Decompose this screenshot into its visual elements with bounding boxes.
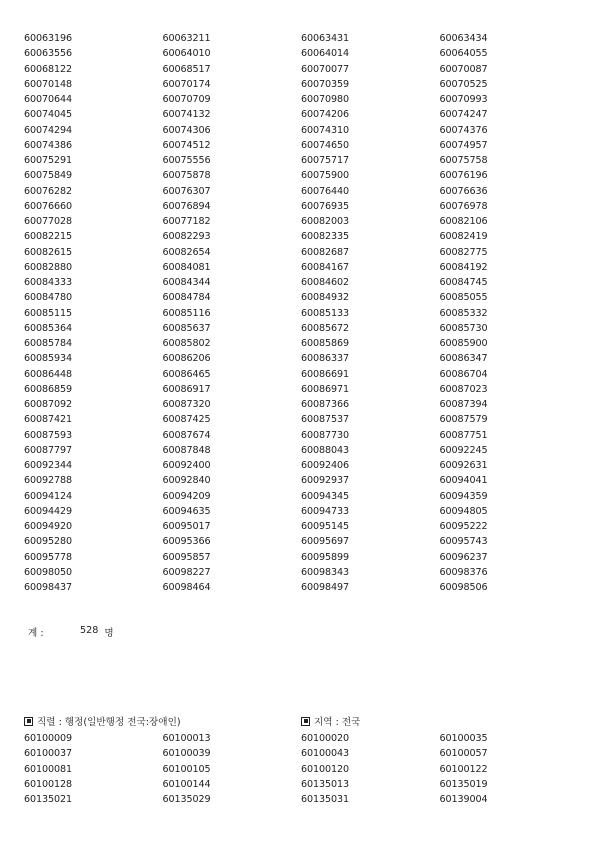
candidate-number: 60074957 bbox=[439, 139, 488, 151]
number-row bbox=[24, 275, 578, 290]
candidate-number: 60100081 bbox=[24, 763, 73, 775]
candidate-number: 60063431 bbox=[301, 33, 350, 45]
candidate-number: 60087730 bbox=[301, 429, 350, 441]
total-count: 528 bbox=[80, 625, 99, 636]
candidate-number: 60085637 bbox=[162, 322, 211, 334]
candidate-number: 60085332 bbox=[439, 307, 488, 319]
candidate-number: 60087579 bbox=[439, 414, 488, 426]
candidate-number: 60084745 bbox=[439, 277, 488, 289]
candidate-number: 60075900 bbox=[301, 170, 350, 182]
candidate-number: 60070174 bbox=[162, 78, 211, 90]
number-row bbox=[24, 382, 578, 397]
candidate-number: 60086704 bbox=[439, 368, 488, 380]
candidate-number: 60088043 bbox=[301, 444, 350, 456]
candidate-number: 60085784 bbox=[24, 338, 73, 350]
candidate-number: 60086971 bbox=[301, 383, 350, 395]
candidate-number: 60082615 bbox=[24, 246, 73, 258]
number-row bbox=[24, 792, 578, 807]
category-heading bbox=[24, 714, 301, 728]
candidate-number: 60098343 bbox=[301, 566, 350, 578]
candidate-number: 60094345 bbox=[301, 490, 350, 502]
number-row bbox=[24, 458, 578, 473]
number-row bbox=[24, 504, 578, 519]
candidate-number: 60100035 bbox=[439, 733, 488, 745]
candidate-number: 60098497 bbox=[301, 582, 350, 594]
candidate-number: 60100039 bbox=[162, 748, 211, 760]
candidate-number: 60087366 bbox=[301, 399, 350, 411]
candidate-number: 60074386 bbox=[24, 139, 73, 151]
candidate-number: 60076307 bbox=[162, 185, 211, 197]
number-row bbox=[24, 443, 578, 458]
number-row bbox=[24, 534, 578, 549]
candidate-number: 60085116 bbox=[162, 307, 211, 319]
region-label: 지역 : 전국 bbox=[314, 717, 361, 728]
candidate-number: 60135013 bbox=[301, 778, 350, 790]
candidate-number: 60084333 bbox=[24, 277, 73, 289]
candidate-number: 60084192 bbox=[439, 261, 488, 273]
number-row bbox=[24, 107, 578, 122]
candidate-number: 60064055 bbox=[439, 48, 488, 60]
candidate-number: 60087848 bbox=[162, 444, 211, 456]
number-row bbox=[24, 31, 578, 46]
candidate-number: 60074206 bbox=[301, 109, 350, 121]
candidate-number: 60087394 bbox=[439, 399, 488, 411]
number-row bbox=[24, 489, 578, 504]
number-grid bbox=[24, 31, 578, 595]
candidate-number: 60076978 bbox=[439, 200, 488, 212]
candidate-number: 60074132 bbox=[162, 109, 211, 121]
candidate-number: 60092406 bbox=[301, 460, 350, 472]
candidate-number: 60085900 bbox=[439, 338, 488, 350]
candidate-number: 60075849 bbox=[24, 170, 73, 182]
candidate-number: 60100043 bbox=[301, 748, 350, 760]
candidate-number: 60094920 bbox=[24, 521, 73, 533]
number-row bbox=[24, 214, 578, 229]
candidate-number: 60068517 bbox=[162, 63, 211, 75]
candidate-number: 60086206 bbox=[162, 353, 211, 365]
candidate-number: 60084344 bbox=[162, 277, 211, 289]
candidate-number: 60098464 bbox=[162, 582, 211, 594]
number-row bbox=[24, 412, 578, 427]
number-row bbox=[24, 168, 578, 183]
candidate-number: 60092937 bbox=[301, 475, 350, 487]
candidate-number: 60135019 bbox=[439, 778, 488, 790]
candidate-number: 60095017 bbox=[162, 521, 211, 533]
number-row bbox=[24, 397, 578, 412]
candidate-number: 60074306 bbox=[162, 124, 211, 136]
candidate-number: 60074376 bbox=[439, 124, 488, 136]
candidate-number: 60074310 bbox=[301, 124, 350, 136]
candidate-number: 60086917 bbox=[162, 383, 211, 395]
candidate-number: 60092840 bbox=[162, 475, 211, 487]
candidate-number: 60100122 bbox=[439, 763, 488, 775]
candidate-number: 60095280 bbox=[24, 536, 73, 548]
candidate-number: 60077182 bbox=[162, 216, 211, 228]
number-row bbox=[24, 123, 578, 138]
candidate-number: 60075758 bbox=[439, 155, 488, 167]
candidate-number: 60087593 bbox=[24, 429, 73, 441]
candidate-number: 60100013 bbox=[162, 733, 211, 745]
candidate-number: 60070087 bbox=[439, 63, 488, 75]
candidate-number: 60098506 bbox=[439, 582, 488, 594]
candidate-number: 60095697 bbox=[301, 536, 350, 548]
candidate-number: 60086465 bbox=[162, 368, 211, 380]
candidate-number: 60075878 bbox=[162, 170, 211, 182]
candidate-number: 60063434 bbox=[439, 33, 488, 45]
number-row bbox=[24, 550, 578, 565]
candidate-number: 60084167 bbox=[301, 261, 350, 273]
candidate-number: 60063211 bbox=[162, 33, 211, 45]
number-row bbox=[24, 351, 578, 366]
number-row bbox=[24, 306, 578, 321]
number-row bbox=[24, 62, 578, 77]
candidate-number: 60075291 bbox=[24, 155, 73, 167]
candidate-number: 60100120 bbox=[301, 763, 350, 775]
candidate-number: 60095366 bbox=[162, 536, 211, 548]
candidate-number: 60087425 bbox=[162, 414, 211, 426]
candidate-number: 60076935 bbox=[301, 200, 350, 212]
candidate-number: 60070709 bbox=[162, 94, 211, 106]
candidate-number: 60070993 bbox=[439, 94, 488, 106]
number-row bbox=[24, 519, 578, 534]
candidate-number: 60082335 bbox=[301, 231, 350, 243]
candidate-number: 60085672 bbox=[301, 322, 350, 334]
candidate-number: 60076440 bbox=[301, 185, 350, 197]
candidate-number: 60085934 bbox=[24, 353, 73, 365]
candidate-number: 60085115 bbox=[24, 307, 73, 319]
candidate-number: 60100105 bbox=[162, 763, 211, 775]
section-header bbox=[24, 714, 584, 728]
candidate-number: 60087674 bbox=[162, 429, 211, 441]
candidate-number: 60085364 bbox=[24, 322, 73, 334]
candidate-number: 60092245 bbox=[439, 444, 488, 456]
candidate-number: 60074247 bbox=[439, 109, 488, 121]
candidate-number: 60063196 bbox=[24, 33, 73, 45]
candidate-number: 60076660 bbox=[24, 200, 73, 212]
candidate-number: 60084784 bbox=[162, 292, 211, 304]
category-label: 직렬 : 행정(일반행정 전국:장애인) bbox=[37, 717, 181, 728]
candidate-number: 60139004 bbox=[439, 794, 488, 806]
candidate-number: 60070359 bbox=[301, 78, 350, 90]
candidate-number: 60087320 bbox=[162, 399, 211, 411]
candidate-number: 60082215 bbox=[24, 231, 73, 243]
candidate-number: 60092400 bbox=[162, 460, 211, 472]
candidate-number: 60064010 bbox=[162, 48, 211, 60]
candidate-number: 60135031 bbox=[301, 794, 350, 806]
number-row bbox=[24, 428, 578, 443]
candidate-number: 60082003 bbox=[301, 216, 350, 228]
candidate-number: 60094359 bbox=[439, 490, 488, 502]
number-row bbox=[24, 229, 578, 244]
candidate-number: 60082687 bbox=[301, 246, 350, 258]
candidate-number: 60087751 bbox=[439, 429, 488, 441]
candidate-number: 60085055 bbox=[439, 292, 488, 304]
total-unit: 명 bbox=[104, 628, 114, 639]
number-grid-section2 bbox=[24, 731, 578, 807]
candidate-number: 60096237 bbox=[439, 551, 488, 563]
candidate-number: 60075556 bbox=[162, 155, 211, 167]
candidate-number: 60084780 bbox=[24, 292, 73, 304]
candidate-number: 60094124 bbox=[24, 490, 73, 502]
candidate-number: 60085133 bbox=[301, 307, 350, 319]
candidate-number: 60092344 bbox=[24, 460, 73, 472]
candidate-number: 60070980 bbox=[301, 94, 350, 106]
candidate-number: 60100057 bbox=[439, 748, 488, 760]
candidate-number: 60064014 bbox=[301, 48, 350, 60]
number-row bbox=[24, 184, 578, 199]
candidate-number: 60076196 bbox=[439, 170, 488, 182]
candidate-number: 60094733 bbox=[301, 505, 350, 517]
total-line bbox=[28, 625, 114, 639]
candidate-number: 60086347 bbox=[439, 353, 488, 365]
candidate-number: 60100144 bbox=[162, 778, 211, 790]
candidate-number: 60092788 bbox=[24, 475, 73, 487]
candidate-number: 60082775 bbox=[439, 246, 488, 258]
candidate-number: 60087023 bbox=[439, 383, 488, 395]
candidate-number: 60086859 bbox=[24, 383, 73, 395]
candidate-number: 60095857 bbox=[162, 551, 211, 563]
candidate-number: 60085802 bbox=[162, 338, 211, 350]
candidate-number: 60087537 bbox=[301, 414, 350, 426]
candidate-number: 60095222 bbox=[439, 521, 488, 533]
filled-square-icon bbox=[24, 717, 33, 726]
candidate-number: 60068122 bbox=[24, 63, 73, 75]
candidate-number: 60070148 bbox=[24, 78, 73, 90]
candidate-number: 60074650 bbox=[301, 139, 350, 151]
candidate-number: 60086337 bbox=[301, 353, 350, 365]
candidate-number: 60074045 bbox=[24, 109, 73, 121]
candidate-number: 60070644 bbox=[24, 94, 73, 106]
number-row bbox=[24, 290, 578, 305]
candidate-number: 60135029 bbox=[162, 794, 211, 806]
number-row bbox=[24, 321, 578, 336]
candidate-number: 60074512 bbox=[162, 139, 211, 151]
number-row bbox=[24, 367, 578, 382]
candidate-number: 60098050 bbox=[24, 566, 73, 578]
candidate-number: 60075717 bbox=[301, 155, 350, 167]
candidate-number: 60082106 bbox=[439, 216, 488, 228]
number-row bbox=[24, 746, 578, 761]
candidate-number: 60092631 bbox=[439, 460, 488, 472]
candidate-number: 60070525 bbox=[439, 78, 488, 90]
candidate-number: 60082419 bbox=[439, 231, 488, 243]
candidate-number: 60095743 bbox=[439, 536, 488, 548]
candidate-number: 60085869 bbox=[301, 338, 350, 350]
number-row bbox=[24, 138, 578, 153]
number-row bbox=[24, 580, 578, 595]
region-heading bbox=[301, 714, 360, 728]
candidate-number: 60094041 bbox=[439, 475, 488, 487]
candidate-number: 60076282 bbox=[24, 185, 73, 197]
candidate-number: 60095145 bbox=[301, 521, 350, 533]
candidate-number: 60100128 bbox=[24, 778, 73, 790]
candidate-number: 60098437 bbox=[24, 582, 73, 594]
candidate-number: 60100020 bbox=[301, 733, 350, 745]
candidate-number: 60086448 bbox=[24, 368, 73, 380]
number-row bbox=[24, 46, 578, 61]
candidate-number: 60135021 bbox=[24, 794, 73, 806]
number-row bbox=[24, 731, 578, 746]
candidate-number: 60084081 bbox=[162, 261, 211, 273]
candidate-number: 60087797 bbox=[24, 444, 73, 456]
candidate-number: 60085730 bbox=[439, 322, 488, 334]
filled-square-icon bbox=[301, 717, 310, 726]
candidate-number: 60098376 bbox=[439, 566, 488, 578]
candidate-number: 60082293 bbox=[162, 231, 211, 243]
number-row bbox=[24, 777, 578, 792]
candidate-number: 60084932 bbox=[301, 292, 350, 304]
candidate-number: 60095899 bbox=[301, 551, 350, 563]
candidate-number: 60100037 bbox=[24, 748, 73, 760]
candidate-number: 60082654 bbox=[162, 246, 211, 258]
candidate-number: 60094429 bbox=[24, 505, 73, 517]
candidate-number: 60087421 bbox=[24, 414, 73, 426]
number-row bbox=[24, 336, 578, 351]
number-row bbox=[24, 762, 578, 777]
candidate-number: 60070077 bbox=[301, 63, 350, 75]
number-row bbox=[24, 199, 578, 214]
number-row bbox=[24, 473, 578, 488]
number-row bbox=[24, 565, 578, 580]
number-row bbox=[24, 153, 578, 168]
candidate-number: 60082880 bbox=[24, 261, 73, 273]
candidate-number: 60076894 bbox=[162, 200, 211, 212]
candidate-number: 60084602 bbox=[301, 277, 350, 289]
candidate-number: 60087092 bbox=[24, 399, 73, 411]
total-label: 계 : bbox=[28, 628, 44, 639]
candidate-number: 60094805 bbox=[439, 505, 488, 517]
candidate-number: 60074294 bbox=[24, 124, 73, 136]
candidate-number: 60063556 bbox=[24, 48, 73, 60]
candidate-number: 60094635 bbox=[162, 505, 211, 517]
candidate-number: 60095778 bbox=[24, 551, 73, 563]
candidate-number: 60098227 bbox=[162, 566, 211, 578]
candidate-number: 60076636 bbox=[439, 185, 488, 197]
number-row bbox=[24, 260, 578, 275]
number-row bbox=[24, 92, 578, 107]
candidate-number: 60094209 bbox=[162, 490, 211, 502]
number-row bbox=[24, 245, 578, 260]
candidate-number: 60077028 bbox=[24, 216, 73, 228]
candidate-number: 60086691 bbox=[301, 368, 350, 380]
number-row bbox=[24, 77, 578, 92]
candidate-number: 60100009 bbox=[24, 733, 73, 745]
